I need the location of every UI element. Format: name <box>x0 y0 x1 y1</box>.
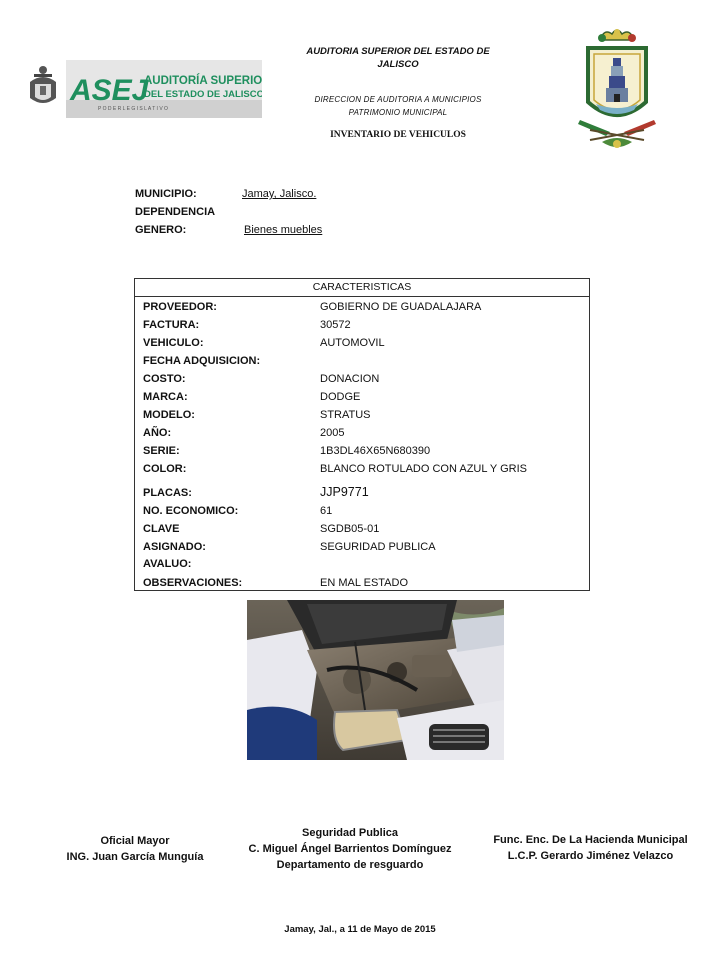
row-label: NO. ECONOMICO: <box>143 505 239 517</box>
signature-seguridad-publica <box>236 825 464 873</box>
genero-value: Bienes muebles <box>244 224 323 236</box>
municipio-value: Jamay, Jalisco. <box>242 188 317 200</box>
row-label: PLACAS: <box>143 487 192 499</box>
row-value: SGDB05-01 <box>320 523 380 535</box>
table-row-costo <box>135 371 589 389</box>
row-value: STRATUS <box>320 409 371 421</box>
row-label: AVALUO: <box>143 558 192 570</box>
signature-oficial-mayor <box>30 833 240 865</box>
characteristics-table <box>134 278 590 591</box>
row-label: OBSERVACIONES: <box>143 577 243 589</box>
table-row-proveedor <box>135 299 589 317</box>
table-row-observaciones <box>135 575 589 593</box>
row-label: COLOR: <box>143 463 187 475</box>
row-value: BLANCO ROTULADO CON AZUL Y GRIS <box>320 463 528 475</box>
row-value: DONACION <box>320 373 380 385</box>
row-value: 2005 <box>320 427 345 439</box>
table-row-placas <box>135 485 589 503</box>
row-value: GOBIERNO DE GUADALAJARA <box>320 301 482 313</box>
place-date: Jamay, Jal., a 11 de Mayo de 2015 <box>284 924 436 935</box>
row-label: ASIGNADO: <box>143 541 206 553</box>
table-row-avaluo <box>135 556 589 574</box>
signature-name: L.C.P. Gerardo Jiménez Velazco <box>507 850 674 862</box>
header-direction <box>278 93 518 119</box>
row-label: CLAVE <box>143 523 180 535</box>
table-row-fecha-adquisicion <box>135 353 589 371</box>
jalisco-shield-icon <box>30 66 56 103</box>
signature-role: Oficial Mayor <box>100 835 170 847</box>
municipal-crest-icon <box>572 24 662 156</box>
asej-line3: P O D E R L E G I S L A T I V O <box>98 106 168 112</box>
row-label: SERIE: <box>143 445 180 457</box>
table-row-serie <box>135 443 589 461</box>
signature-role: Seguridad Publica <box>302 827 398 839</box>
asej-line2: DEL ESTADO DE JALISCO <box>144 89 262 100</box>
signature-name: C. Miguel Ángel Barrientos Domínguez <box>248 843 452 855</box>
row-label: COSTO: <box>143 373 186 385</box>
row-label: FACTURA: <box>143 319 200 331</box>
asej-logo <box>26 60 262 118</box>
table-row-no-economico <box>135 503 589 521</box>
table-row-modelo <box>135 407 589 425</box>
signature-department: Departamento de resguardo <box>276 859 424 871</box>
table-row-anio <box>135 425 589 443</box>
municipio-label: MUNICIPIO: <box>135 188 197 200</box>
row-label: PROVEEDOR: <box>143 301 217 313</box>
row-label: MODELO: <box>143 409 195 421</box>
header-direction-line2: PATRIMONIO MUNICIPAL <box>348 108 448 117</box>
table-row-asignado <box>135 539 589 557</box>
table-row-vehiculo <box>135 335 589 353</box>
asej-line1: AUDITORÍA SUPERIOR <box>144 75 262 87</box>
table-row-marca <box>135 389 589 407</box>
signature-name: ING. Juan García Munguía <box>66 851 204 863</box>
table-row-factura <box>135 317 589 335</box>
table-header: CARACTERISTICAS <box>135 279 589 297</box>
signature-hacienda <box>468 832 713 864</box>
asej-logo-graphic <box>26 60 262 118</box>
genero-label: GENERO: <box>135 224 187 236</box>
signature-role: Func. Enc. De La Hacienda Municipal <box>493 834 688 846</box>
asej-wordmark: ASEJ <box>70 74 149 107</box>
row-label: AÑO: <box>143 427 172 439</box>
row-label: FECHA ADQUISICION: <box>143 355 261 367</box>
header-direction-line1: DIRECCION DE AUDITORIA A MUNICIPIOS <box>314 95 482 104</box>
row-label: VEHICULO: <box>143 337 204 349</box>
row-value: SEGURIDAD PUBLICA <box>320 541 436 553</box>
row-value: 30572 <box>320 319 351 331</box>
header-title-line2: JALISCO <box>377 59 419 70</box>
dependencia-label: DEPENDENCIA <box>135 206 216 218</box>
header-title <box>278 45 518 71</box>
vehicle-photo <box>247 600 504 760</box>
row-value: 61 <box>320 505 333 517</box>
row-value: DODGE <box>320 391 361 403</box>
table-row-clave <box>135 521 589 539</box>
row-value: 1B3DL46X65N680390 <box>320 445 431 457</box>
document-title: INVENTARIO DE VEHICULOS <box>330 130 466 140</box>
table-row-color <box>135 461 589 479</box>
row-value: JJP9771 <box>320 485 369 499</box>
header-title-line1: AUDITORIA SUPERIOR DEL ESTADO DE <box>306 46 490 57</box>
row-value: EN MAL ESTADO <box>320 577 409 589</box>
row-value: AUTOMOVIL <box>320 337 385 349</box>
row-label: MARCA: <box>143 391 188 403</box>
